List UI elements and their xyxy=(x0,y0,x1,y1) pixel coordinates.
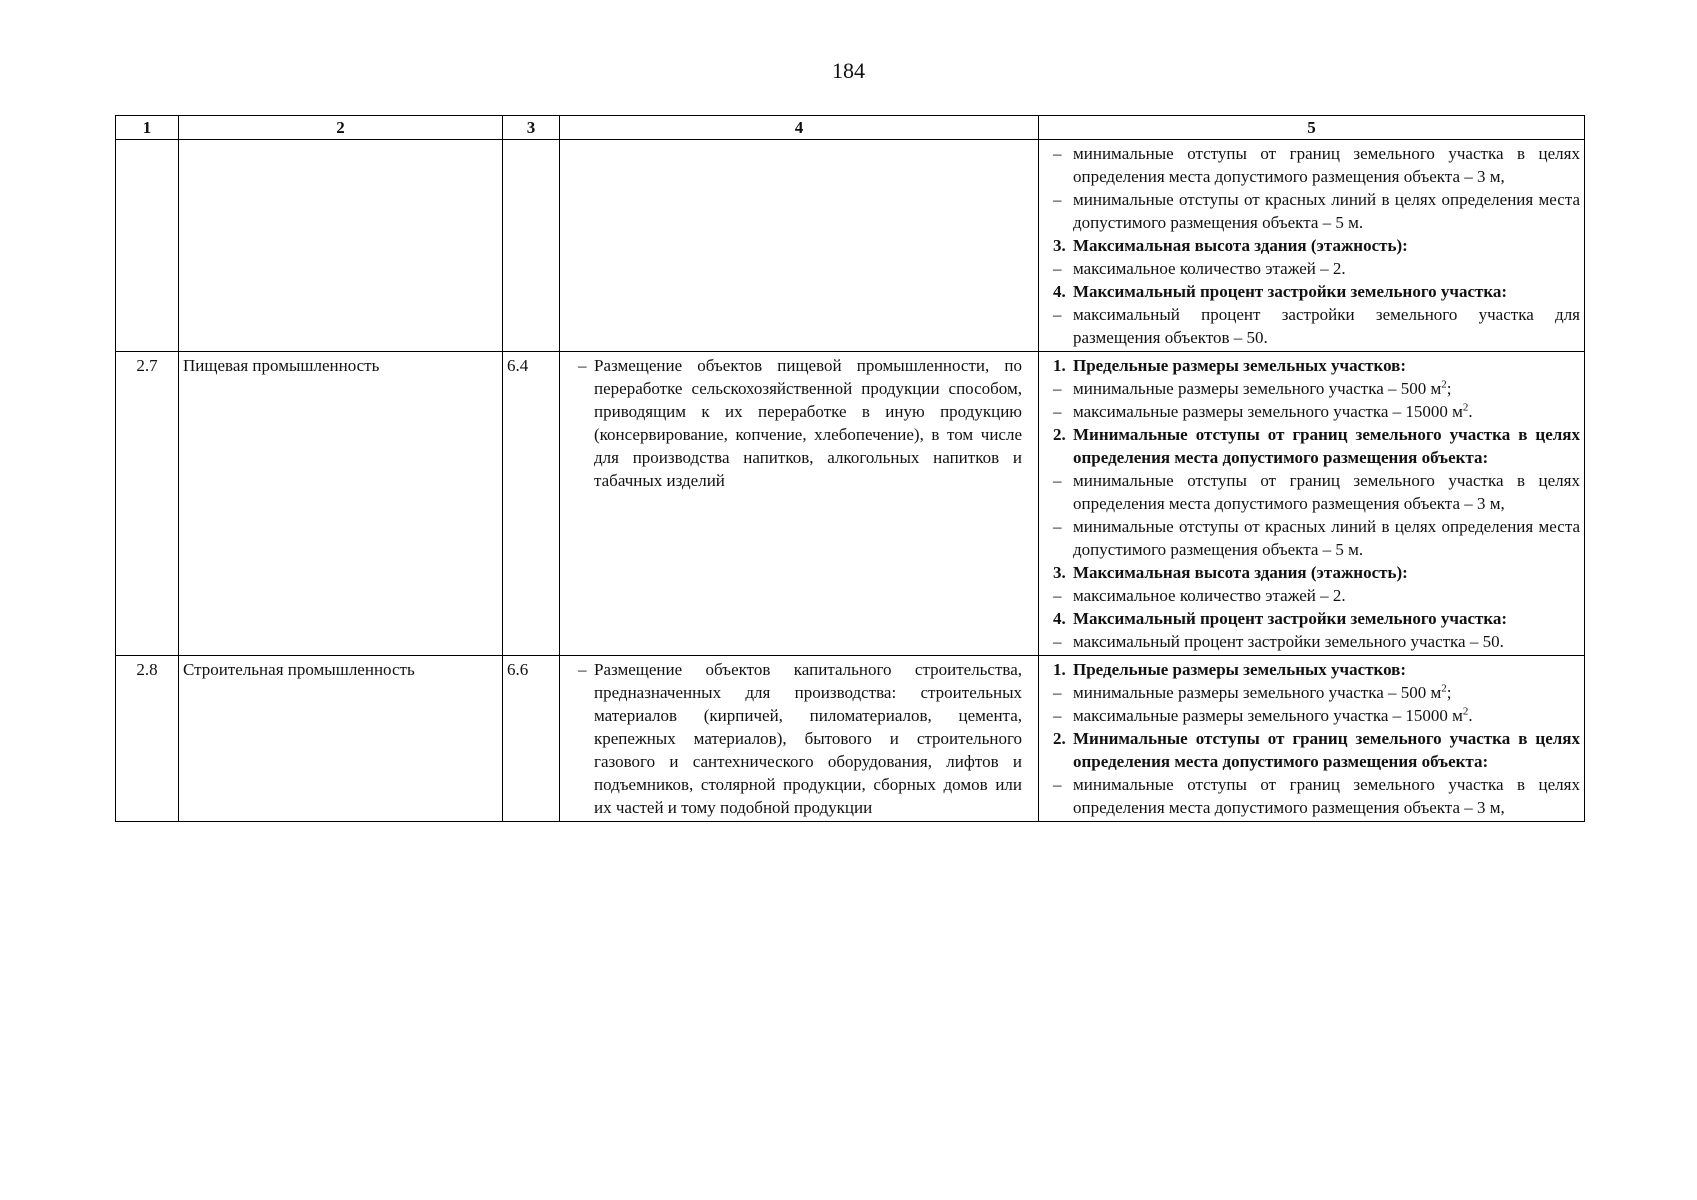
parameter-marker: 4. xyxy=(1053,609,1066,628)
parameter-marker: – xyxy=(1053,586,1062,605)
parameter-heading xyxy=(1043,727,1580,773)
parameter-item xyxy=(1043,142,1580,188)
parameter-text xyxy=(1073,377,1580,400)
parameter-punctuation: . xyxy=(1468,706,1473,725)
parameter-item xyxy=(1043,303,1580,349)
parameter-marker: – xyxy=(1053,402,1062,421)
header-row xyxy=(116,116,1585,140)
parameter-item xyxy=(1043,377,1580,400)
parameter-heading xyxy=(1043,280,1580,303)
parameter-item xyxy=(1043,515,1580,561)
parameter-text-main: минимальные отступы от границ земельного участка в целях определения места допустимого размещения объекта – 3 м, xyxy=(1073,471,1580,513)
parameter-text xyxy=(1073,630,1580,653)
unit-superscript: 2 xyxy=(1462,401,1469,414)
land-use-description xyxy=(560,656,1039,822)
land-use-name xyxy=(179,140,503,352)
row-number xyxy=(116,140,179,352)
col-header-2: 2 xyxy=(179,116,503,140)
parameter-marker: 3. xyxy=(1053,563,1066,582)
parameter-marker: 4. xyxy=(1053,282,1066,301)
description-dash: – xyxy=(578,356,587,375)
col-header-5: 5 xyxy=(1039,116,1585,140)
land-use-code xyxy=(503,140,560,352)
description-text: Размещение объектов капитального строительства, предназначенных для производства: строительных материалов (кирпичей, пиломатериалов, цемента, крепежных материалов), бытового и строительного газового и сантехнического оборудования, лифтов и подъемников, столярной продукции, сборных домов или их частей и тому подобной продукции xyxy=(594,660,1022,817)
parameter-item xyxy=(1043,400,1580,423)
parameter-marker: – xyxy=(1053,190,1062,209)
parameter-item xyxy=(1043,630,1580,653)
row-number: 2.7 xyxy=(116,352,179,656)
parameter-text-main: Максимальная высота здания (этажность): xyxy=(1073,236,1408,255)
col-header-4: 4 xyxy=(560,116,1039,140)
parameter-text-main: минимальные размеры земельного участка – 500 м xyxy=(1073,379,1442,398)
parameter-text xyxy=(1073,515,1580,561)
parameter-marker: 1. xyxy=(1053,356,1066,375)
parameter-item xyxy=(1043,704,1580,727)
parameter-text xyxy=(1073,188,1580,234)
parameter-marker: 2. xyxy=(1053,425,1066,444)
parameter-text-main: Максимальный процент застройки земельного участка: xyxy=(1073,282,1508,301)
parameter-heading xyxy=(1043,423,1580,469)
parameter-heading xyxy=(1043,354,1580,377)
parameter-marker: – xyxy=(1053,706,1062,725)
land-use-description xyxy=(560,140,1039,352)
parameter-text-main: Максимальный процент застройки земельного участка: xyxy=(1073,609,1508,628)
parameter-text xyxy=(1073,257,1580,280)
parameter-text xyxy=(1073,658,1580,681)
parameter-text xyxy=(1073,234,1580,257)
parameter-text-main: максимальные размеры земельного участка – 15000 м xyxy=(1073,706,1463,725)
parameter-text-main: минимальные отступы от красных линий в целях определения места допустимого размещения объекта – 5 м. xyxy=(1073,190,1580,232)
page-number: 184 xyxy=(832,58,865,83)
table-row xyxy=(116,656,1585,822)
parameter-text-main: максимальное количество этажей – 2. xyxy=(1073,586,1346,605)
row-number: 2.8 xyxy=(116,656,179,822)
parameter-marker: – xyxy=(1053,259,1062,278)
parameters-cell xyxy=(1039,656,1585,822)
parameter-marker: 2. xyxy=(1053,729,1066,748)
parameter-heading xyxy=(1043,234,1580,257)
parameter-text xyxy=(1073,773,1580,819)
parameters-cell xyxy=(1039,352,1585,656)
parameter-text xyxy=(1073,704,1580,727)
parameter-text-main: Максимальная высота здания (этажность): xyxy=(1073,563,1408,582)
parameter-text xyxy=(1073,607,1580,630)
parameter-punctuation: ; xyxy=(1446,379,1452,398)
land-use-code: 6.4 xyxy=(503,352,560,656)
parameter-text-main: Предельные размеры земельных участков: xyxy=(1073,356,1407,375)
parameter-text xyxy=(1073,354,1580,377)
land-use-name: Строительная промышленность xyxy=(179,656,503,822)
description-item xyxy=(564,354,1034,492)
parameter-text xyxy=(1073,469,1580,515)
land-use-description xyxy=(560,352,1039,656)
parameter-text-main: Минимальные отступы от границ земельного участка в целях определения места допустимого размещения объекта: xyxy=(1073,425,1580,467)
parameter-text xyxy=(1073,303,1580,349)
parameter-heading xyxy=(1043,561,1580,584)
parameter-punctuation: ; xyxy=(1446,683,1452,702)
description-dash: – xyxy=(578,660,587,679)
parameter-text-main: максимальный процент застройки земельного участка для размещения объектов – 50. xyxy=(1073,305,1580,347)
table-body xyxy=(116,140,1585,822)
parameter-text-main: максимальные размеры земельного участка – 15000 м xyxy=(1073,402,1463,421)
parameter-text-main: Минимальные отступы от границ земельного участка в целях определения места допустимого размещения объекта: xyxy=(1073,729,1580,771)
col-header-3: 3 xyxy=(503,116,560,140)
parameter-text xyxy=(1073,584,1580,607)
parameter-marker: – xyxy=(1053,471,1062,490)
parameter-marker: – xyxy=(1053,683,1062,702)
parameter-text xyxy=(1073,681,1580,704)
land-use-name: Пищевая промышленность xyxy=(179,352,503,656)
parameter-text xyxy=(1073,142,1580,188)
parameter-item xyxy=(1043,681,1580,704)
parameter-item xyxy=(1043,188,1580,234)
parameter-marker: – xyxy=(1053,379,1062,398)
parameter-punctuation: . xyxy=(1468,402,1473,421)
parameter-text-main: максимальное количество этажей – 2. xyxy=(1073,259,1346,278)
parameter-text-main: минимальные отступы от красных линий в целях определения места допустимого размещения объекта – 5 м. xyxy=(1073,517,1580,559)
parameter-marker: – xyxy=(1053,144,1062,163)
parameter-text xyxy=(1073,400,1580,423)
col-header-1: 1 xyxy=(116,116,179,140)
parameter-text-main: минимальные отступы от границ земельного участка в целях определения места допустимого размещения объекта – 3 м, xyxy=(1073,144,1580,186)
parameter-marker: – xyxy=(1053,305,1062,324)
parameter-heading xyxy=(1043,658,1580,681)
regulations-table xyxy=(115,115,1585,822)
description-text: Размещение объектов пищевой промышленности, по переработке сельскохозяйственной продукции способом, приводящим к их переработке в иную продукцию (консервирование, копчение, хлебопечение), в том числе для производства напитков, алкогольных напитков и табачных изделий xyxy=(594,356,1022,490)
parameter-marker: – xyxy=(1053,517,1062,536)
parameter-item xyxy=(1043,584,1580,607)
parameters-cell xyxy=(1039,140,1585,352)
parameter-text-main: максимальный процент застройки земельного участка – 50. xyxy=(1073,632,1504,651)
parameter-text-main: Предельные размеры земельных участков: xyxy=(1073,660,1407,679)
parameter-marker: 3. xyxy=(1053,236,1066,255)
parameter-text xyxy=(1073,280,1580,303)
table-row xyxy=(116,140,1585,352)
parameter-text-main: минимальные размеры земельного участка – 500 м xyxy=(1073,683,1442,702)
parameter-marker: – xyxy=(1053,632,1062,651)
table-row xyxy=(116,352,1585,656)
parameter-text-main: минимальные отступы от границ земельного участка в целях определения места допустимого размещения объекта – 3 м, xyxy=(1073,775,1580,817)
parameter-marker: – xyxy=(1053,775,1062,794)
land-use-code: 6.6 xyxy=(503,656,560,822)
parameter-text xyxy=(1073,561,1580,584)
parameter-item xyxy=(1043,773,1580,819)
parameter-text xyxy=(1073,727,1580,773)
parameter-heading xyxy=(1043,607,1580,630)
unit-superscript: 2 xyxy=(1441,378,1447,391)
parameter-item xyxy=(1043,469,1580,515)
parameter-item xyxy=(1043,257,1580,280)
description-item xyxy=(564,658,1034,819)
unit-superscript: 2 xyxy=(1462,705,1469,718)
parameter-text xyxy=(1073,423,1580,469)
parameter-marker: 1. xyxy=(1053,660,1066,679)
unit-superscript: 2 xyxy=(1441,682,1447,695)
